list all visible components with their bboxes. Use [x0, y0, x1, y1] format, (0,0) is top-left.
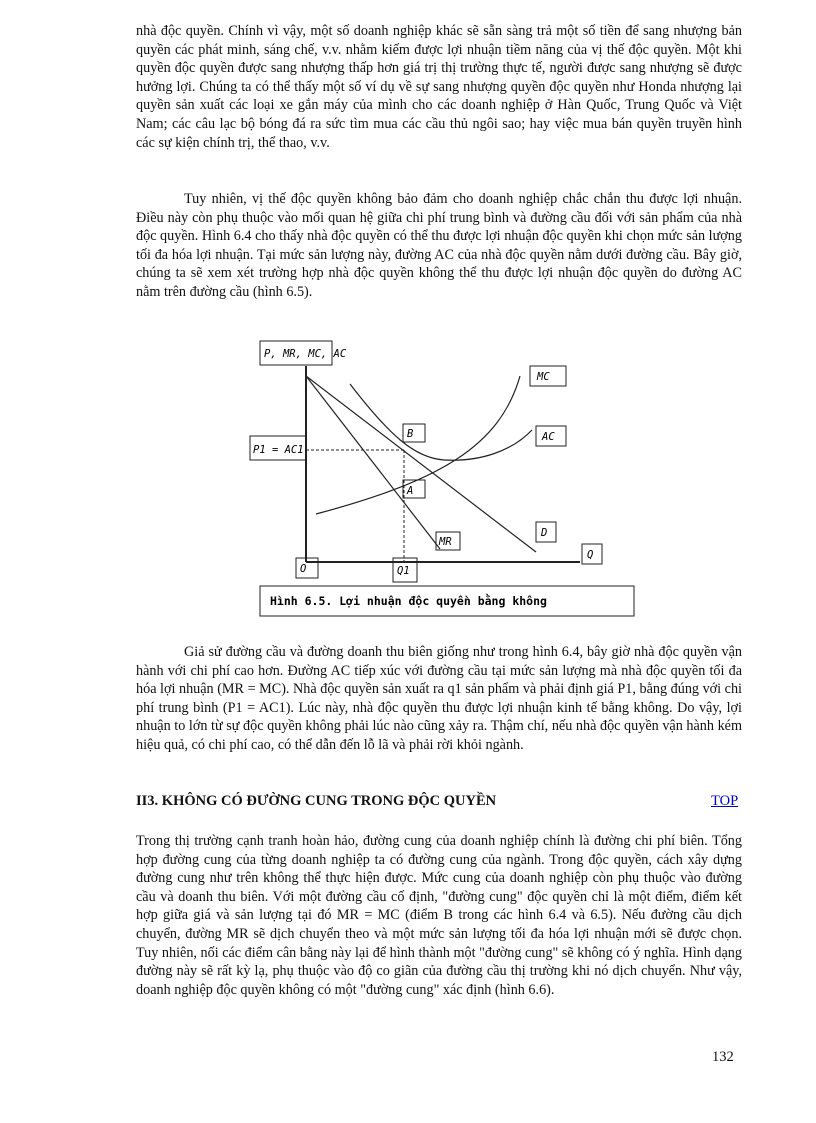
- point-a-label: A: [407, 485, 414, 497]
- mc-curve: [316, 376, 520, 514]
- y-axis-label: P, MR, MC, AC: [264, 348, 347, 360]
- section-heading: II3. KHÔNG CÓ ĐƯỜNG CUNG TRONG ĐỘC QUYỀN: [136, 793, 497, 809]
- paragraph-2: Tuy nhiên, vị thế độc quyền không bảo đảm cho doanh nghiệp chắc chắn thu được lợi nhuận. Điều này còn phụ thuộc vào mối quan hệ giữa chi phí trung bình và đường cầu đối với sản phẩm của nhà độc quyền. Hình 6.4 cho thấy nhà độc quyền có thể thu được lợi nhuận độc quyền khi chọn mức sản lượng tối đa hóa lợi nhuận. Tại mức sản lượng này, đường AC của nhà độc quyền nằm dưới đường cầu. Bây giờ, chúng ta sẽ xem xét trường hợp nhà độc quyền không thể thu được lợi nhuận độc quyền do đường AC nằm trên đường cầu (hình 6.5).: [136, 191, 742, 300]
- paragraph-3: Giả sử đường cầu và đường doanh thu biên giống như trong hình 6.4, bây giờ nhà độc quyền vận hành với chi phí cao hơn. Đường AC tiếp xúc với đường cầu tại mức sản lượng mà nhà độc quyền tối đa hóa lợi nhuận (MR = MC). Nhà độc quyền sản xuất ra q1 sản phẩm và phải định giá P1, bằng đúng với chi phí trung bình (P1 = AC1). Lúc này, nhà độc quyền thu được lợi nhuận kinh tế bằng không. Do vậy, lợi nhuận to lớn từ sự độc quyền không phải lúc nào cũng xảy ra. Thậm chí, nếu nhà độc quyền vận hành kém hiệu quả, có chi phí cao, có thể dẫn đến lỗ lã và phải rời khỏi ngành.: [136, 644, 742, 753]
- p1-ac1-label: P1 = AC1: [253, 444, 304, 456]
- ac-label: AC: [542, 431, 555, 443]
- demand-curve: [306, 376, 536, 552]
- top-link[interactable]: TOP: [711, 793, 739, 809]
- q-label: Q: [587, 549, 594, 561]
- page-number: 132: [712, 1049, 734, 1065]
- paragraph-4: Trong thị trường cạnh tranh hoàn hảo, đường cung của doanh nghiệp chính là đường chi phí biên. Tổng hợp đường cung của từng doanh nghiệp ta có đường cung của ngành. Trong độc quyền, cách xây dựng đường cung như trên không thể thực hiện được. Mức cung của doanh nghiệp còn phụ thuộc vào đường cầu và doanh thu biên. Với một đường cầu cố định, "đường cung" độc quyền chỉ là một điểm, điểm kết hợp giữa giá và sản lượng tại đó MR = MC (điểm B trong các hình 6.4 và 6.5). Nếu đường cầu dịch chuyển, đường MR sẽ dịch chuyển theo và một mức sản lượng tối đa hóa lợi nhuận mới sẽ được chọn. Tuy nhiên, nối các điểm cân bằng này lại để hình thành một "đường cung" sẽ không có ý nghĩa. Hình dạng đường này sẽ rất kỳ lạ, phụ thuộc vào độ co giãn của đường cầu thị trường khi nó dịch chuyển. Như vậy, doanh nghiệp độc quyền không có một "đường cung" xác định (hình 6.6).: [136, 833, 742, 998]
- origin-label: O: [300, 563, 307, 575]
- point-b-label: B: [407, 428, 414, 440]
- figure-diagram: [240, 336, 640, 626]
- ac-curve: [350, 384, 532, 460]
- mr-label: MR: [439, 536, 452, 548]
- d-label: D: [541, 527, 548, 539]
- figure-6-5: [240, 336, 640, 626]
- q1-label: Q1: [397, 565, 410, 577]
- paragraph-1: nhà độc quyền. Chính vì vậy, một số doanh nghiệp khác sẽ sẵn sàng trả một số tiền để sang nhượng bản quyền các phát minh, sáng chế, v.v. nhằm kiếm được lợi nhuận tiềm năng của vị thế độc quyền. Một khi quyền độc quyền được sang nhượng thấp hơn giá trị thị trường thực tế, người được sang nhượng sẽ được hưởng lợi. Chúng ta có thể thấy một số ví dụ về sự sang nhượng quyền độc quyền như Honda nhượng lại quyền sản xuất các loại xe gắn máy của mình cho các doanh nghiệp ở Hàn Quốc, Trung Quốc và Việt Nam; các câu lạc bộ bóng đá ra sức tìm mua các cầu thủ ngôi sao; hay việc mua bán quyền truyền hình các sự kiện chính trị, thể thao, v.v.: [136, 23, 742, 151]
- figure-caption: Hình 6.5. Lợi nhuận độc quyền bằng không: [270, 594, 547, 608]
- mc-label: MC: [537, 371, 550, 383]
